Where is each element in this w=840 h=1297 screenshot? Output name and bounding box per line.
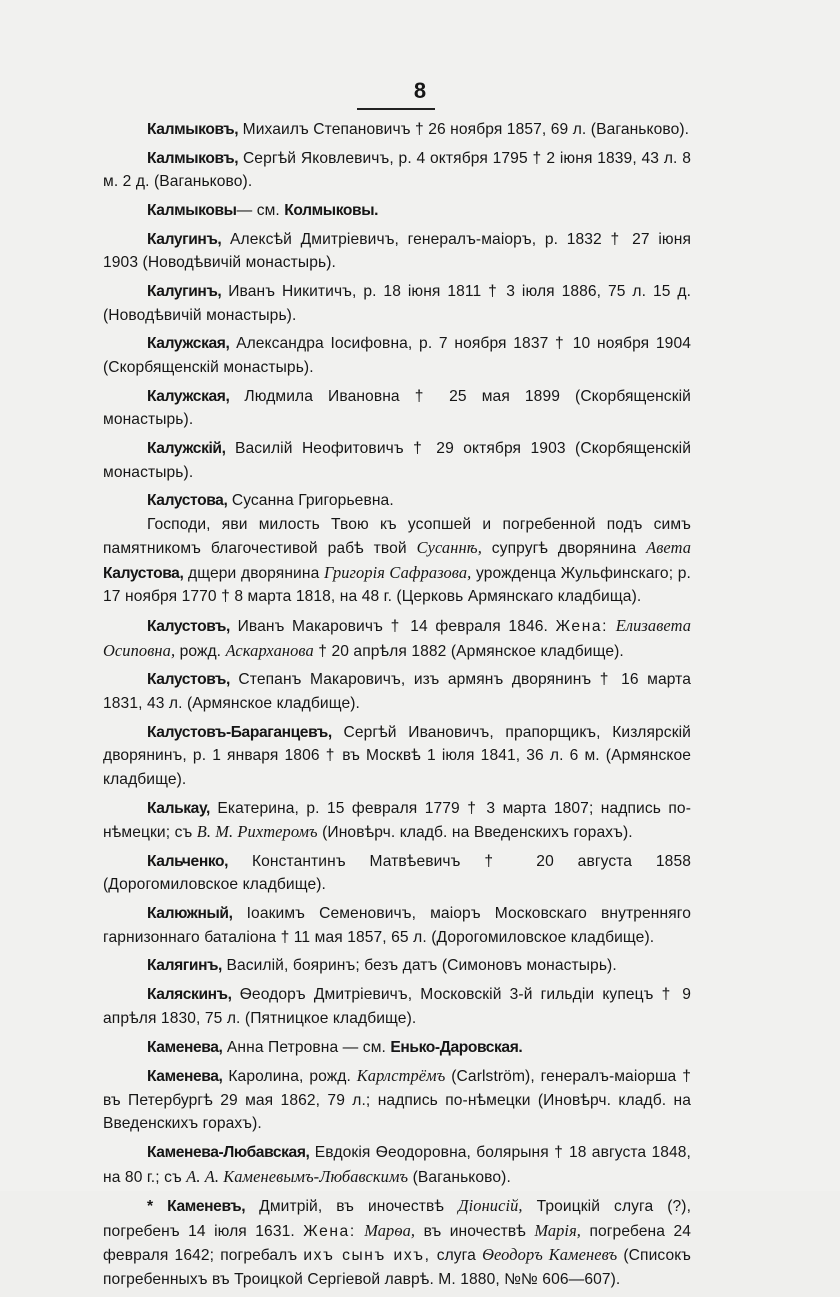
- page-number: 8: [413, 78, 427, 103]
- entry-kalyaskin: [103, 983, 691, 1030]
- entry-headword: Каменева,: [147, 1068, 223, 1086]
- entry-headword: Калустовъ,: [147, 671, 230, 689]
- entry-kalchenko: [103, 850, 691, 897]
- italic-name: Сусаннѣ,: [416, 538, 482, 558]
- asterisk-mark: *: [147, 1198, 154, 1216]
- cross-reference: Енько-Даровская.: [390, 1038, 523, 1056]
- entry-kamenev-dmitry: [103, 1194, 691, 1291]
- entry-headword: Калмыковы: [147, 202, 237, 220]
- entry-headword: Калужская,: [147, 335, 230, 353]
- entry-text: † 20 апрѣля 1882 (Армянское кладбище).: [318, 642, 624, 660]
- entry-text: (Списокъ погребенныхъ въ Троицкой Сергіевой лаврѣ. М. 1880, №№ 606—607).: [103, 1247, 691, 1288]
- entry-text: Дмитрій, въ иночествѣ: [259, 1198, 445, 1216]
- entry-headword: Калькау,: [147, 799, 210, 817]
- entry-headword: Калугинъ,: [147, 230, 222, 248]
- entry-text: Константинъ Матвѣевичъ † 20 августа 1858 (Дорогомиловское кладбище).: [103, 852, 691, 894]
- entry-kalmykovy: [103, 199, 691, 223]
- entry-headword: Калмыковъ,: [147, 121, 239, 138]
- entry-kalustov-ivan: [103, 614, 691, 663]
- entry-text: (Carlström), генералъ-маіорша † въ Петербургѣ 29 мая 1862, 79 л.; надпись по-нѣмецки (Иновѣрч. кладб. на Введенскихъ горахъ).: [103, 1068, 691, 1133]
- entries-list: [103, 118, 691, 1297]
- entry-kalustov-baragantsev: [103, 721, 691, 792]
- entry-headword: Каменевъ,: [167, 1198, 246, 1216]
- italic-name: Авета: [646, 538, 692, 558]
- entry-text: Троицкій слуга (?), погребенъ 14 іюля 1631.: [103, 1198, 692, 1240]
- entry-text: — см.: [236, 202, 280, 220]
- entry-text: Михаилъ Степановичъ † 26 ноября 1857, 69 л. (Ваганьково).: [242, 121, 690, 138]
- entry-text: Сергѣй Ивановичъ, прапорщикъ, Кизлярскій дворянинъ, р. 1 января 1806 † въ Москвѣ 1 іюля 1841, 36 л. 6 м. (Армянское кладбище).: [103, 723, 691, 788]
- italic-name: Діонисій,: [458, 1196, 523, 1216]
- italic-name: Марія,: [534, 1220, 581, 1240]
- entry-text: Степанъ Макаровичъ, изъ армянъ дворянинъ † 16 марта 1831, 43 л. (Армянское кладбище).: [103, 671, 691, 712]
- spaced-label: Жена:: [303, 1222, 356, 1240]
- entry-kaluzhsky-vasily: [103, 437, 691, 484]
- entry-kalugin-ivan: [103, 280, 691, 327]
- cross-reference: Колмыковы.: [284, 202, 379, 220]
- entry-text: въ иночествѣ: [423, 1222, 526, 1240]
- entry-headword: Калустова,: [147, 492, 228, 510]
- entry-headword: Калмыковъ,: [147, 149, 239, 167]
- entry-text: Анна Петровна — см.: [226, 1038, 386, 1056]
- entry-kalyagin: [103, 954, 691, 978]
- italic-name: Григорія Сафразова,: [324, 562, 472, 582]
- entry-kalustova-susanna: [103, 489, 691, 513]
- entry-text: Василій, бояринъ; безъ датъ (Симоновъ монастырь).: [226, 957, 617, 975]
- entry-text: Сусанна Григорьевна.: [231, 492, 394, 510]
- entry-text: Василій Неофитовичъ † 29 октября 1903 (Скорбященскій монастырь).: [103, 440, 691, 481]
- italic-name: Карлстрёмъ: [356, 1066, 446, 1086]
- entry-headword: Каляскинъ,: [147, 986, 232, 1004]
- entry-kalmykov-sergei: [103, 147, 691, 194]
- entry-text: Сергѣй Яковлевичъ, р. 4 октября 1795 † 2 іюня 1839, 43 л. 8 м. 2 д. (Ваганьково).: [103, 149, 691, 191]
- entry-kalmykov-mikhail: [103, 118, 691, 142]
- italic-name: Ѳеодоръ Каменевъ: [482, 1245, 618, 1265]
- entry-text: (Ваганьково).: [412, 1168, 511, 1186]
- entry-headword: Каменева,: [147, 1038, 223, 1056]
- entry-text: Алексѣй Дмитріевичъ, генералъ-маіоръ, р. 1832 † 27 іюня 1903 (Новодѣвичій монастырь).: [103, 230, 691, 272]
- entry-text: погребена 24 февраля 1642; погребалъ: [103, 1222, 692, 1265]
- entry-kaluzhskaya-aleksandra: [103, 332, 691, 379]
- entry-headword: Калустовъ-Бараганцевъ,: [147, 723, 332, 741]
- entry-headword: Калюжный,: [147, 905, 233, 923]
- italic-name: Елизавета Осиповна,: [103, 616, 692, 660]
- spaced-label: ихъ сынъ ихъ,: [303, 1247, 431, 1265]
- entry-kameneva-lyubavskaya: [103, 1141, 691, 1189]
- entry-text: урожденца Жульфинскаго; р. 17 ноября 1770 † 8 марта 1818, на 48 г. (Церковь Армянскаго кладбища).: [103, 564, 691, 606]
- entry-kalustov-stepan: [103, 668, 691, 715]
- entry-kalyuzhny: [103, 902, 691, 949]
- entry-text: (Иновѣрч. кладб. на Введенскихъ горахъ).: [322, 824, 633, 842]
- spaced-label: Жена:: [555, 618, 609, 636]
- entry-kalugin-aleksei: [103, 228, 691, 275]
- entry-text: Иванъ Макаровичъ † 14 февраля 1846.: [237, 618, 548, 636]
- entry-kameneva-karolina: [103, 1064, 691, 1136]
- entry-text: Людмила Ивановна † 25 мая 1899 (Скорбященскій монастырь).: [103, 387, 691, 429]
- italic-name: Аскарханова: [225, 640, 314, 660]
- italic-name: В. М. Рихтеромъ: [196, 822, 318, 842]
- entry-text: Екатерина, р. 15 февраля 1779 † 3 марта 1807; надпись по-нѣмецки; съ: [103, 799, 691, 842]
- italic-name: Марѳа,: [364, 1220, 416, 1240]
- entry-headword: Каменева-Любавская,: [147, 1144, 310, 1162]
- entry-text: слуга: [436, 1247, 476, 1265]
- entry-headword: Калужская,: [147, 387, 230, 405]
- entry-headword: Калягинъ,: [147, 957, 222, 975]
- entry-text: Александра Іосифовна, р. 7 ноября 1837 † 10 ноября 1904 (Скорбященскій монастырь).: [103, 335, 691, 376]
- entry-text: Іоакимъ Семеновичъ, маіоръ Московскаго внутренняго гарнизоннаго баталіона † 11 мая 1857, 65 л. (Дорогомиловское кладбище).: [103, 905, 691, 946]
- entry-headword: Калугинъ,: [147, 283, 222, 301]
- entry-text: Ѳеодоръ Дмитріевичъ, Московскій 3-й гильдіи купецъ † 9 апрѣля 1830, 75 л. (Пятницкое кладбище).: [103, 986, 691, 1027]
- entry-headword: Кальченко,: [147, 852, 229, 870]
- entry-headword: Калустовъ,: [147, 618, 230, 636]
- entry-text: супругѣ дворянина: [491, 540, 637, 558]
- entry-kaluzhskaya-lyudmila: [103, 385, 691, 432]
- entry-headword: Калужскій,: [147, 440, 226, 458]
- entry-headword: Калустова,: [103, 564, 184, 582]
- entry-kalkau: [103, 797, 691, 845]
- entry-text: Евдокія Ѳеодоровна, болярыня † 18 августа 1848, на 80 г.; съ: [103, 1144, 691, 1186]
- page-number-rule: [357, 108, 435, 110]
- entry-kalustova-epitaph: [103, 513, 691, 609]
- entry-text: Каролина, рожд.: [228, 1068, 351, 1086]
- italic-name: А. А. Каменевымъ-Любавскимъ: [186, 1166, 409, 1186]
- entry-text: Господи, яви милость Твою къ усопшей и погребенной подъ симъ памятникомъ благочестивой рабѣ твой: [103, 515, 691, 558]
- entry-text: дщери дворянина: [188, 564, 320, 582]
- entry-text: рожд.: [179, 642, 222, 660]
- entry-text: Иванъ Никитичъ, р. 18 іюня 1811 † 3 іюля 1886, 75 л. 15 д. (Новодѣвичій монастырь).: [103, 283, 691, 324]
- entry-kameneva-anna: [103, 1036, 691, 1060]
